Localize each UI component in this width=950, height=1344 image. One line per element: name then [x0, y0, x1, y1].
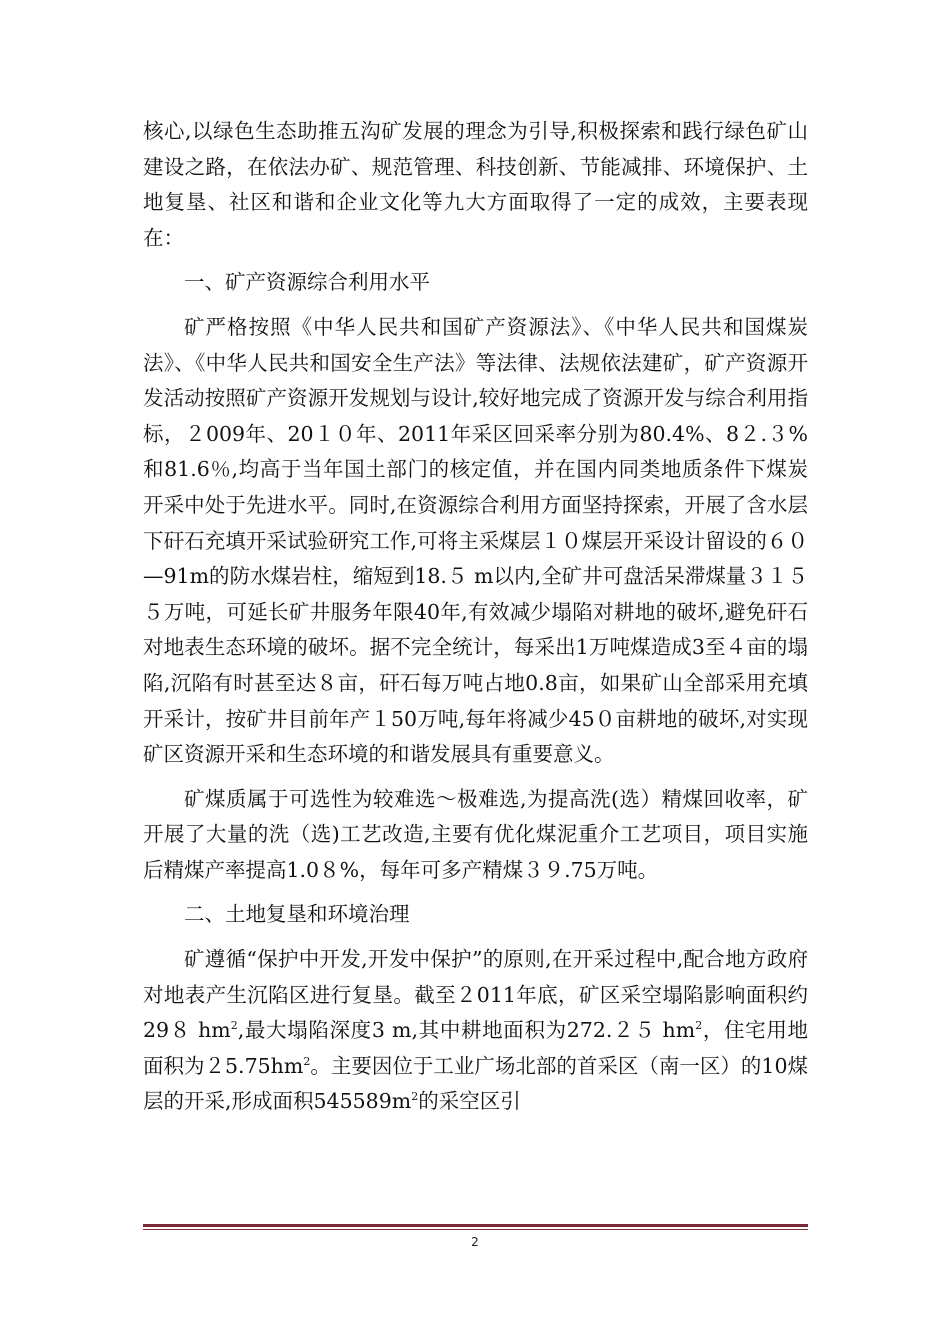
footer-rule [143, 1224, 808, 1227]
superscript: 2 [303, 1054, 311, 1068]
superscript: 2 [695, 1019, 703, 1033]
section-heading-1: 一、矿产资源综合利用水平 [184, 270, 430, 295]
section-heading-2: 二、土地复垦和环境治理 [184, 902, 410, 927]
footer-rule-thin [143, 1229, 808, 1230]
superscript: 2 [411, 1090, 419, 1104]
text-segment: 。主要因位于工业广场北部的首采区（南一区）的10煤层的开采,形成面积545589m [143, 1053, 808, 1114]
superscript: 2 [230, 1019, 238, 1033]
text-segment: ,最大塌陷深度3 m,其中耕地面积为272.２５ hm [237, 1018, 696, 1043]
paragraph-coal-washing: 矿煤质属于可选性为较难选～极难选,为提高洗(选）精煤回收率，矿开展了大量的洗（选)工艺改造,主要有优化煤泥重介工艺项目，项目实施后精煤产率提高1.0８%，每年可多产精煤３９.75万吨。 [143, 786, 808, 882]
text-segment: 矿遵循“保护中开发,开发中保护”的原则,在开采过程中,配合地方政府对地表产生沉陷区进行复垦。截至２011年底，矿区采空塌陷影响面积约29８ hm [143, 947, 808, 1043]
paragraph-continuation: 核心,以绿色生态助推五沟矿发展的理念为引导,积极探索和践行绿色矿山建设之路，在依法办矿、规范管理、科技创新、节能减排、环境保护、土地复垦、社区和谐和企业文化等九大方面取得了一定的成效，主要表现在： [143, 119, 808, 250]
paragraph-resource-utilization: 矿严格按照《中华人民共和国矿产资源法》、《中华人民共和国煤炭法》、《中华人民共和国安全生产法》等法律、法规依法建矿，矿产资源开发活动按照矿产资源开发规划与设计,较好地完成了资源开发与综合利用指标，２009年、20１０年、2011年采区回采率分别为80.4%、8２.３%和81.6％,均高于当年国土部门的核定值，并在国内同类地质条件下煤炭开采中处于先进水平。同时,在资源综合利用方面坚持探索，开展了含水层下矸石充填开采试验研究工作,可将主采煤层１０煤层开采设计留设的６０—91m的防水煤岩柱，缩短到18.５ m以内,全矿井可盘活呆滞煤量３１５５万吨，可延长矿井服务年限40年,有效减少塌陷对耕地的破坏,避免矸石对地表生态环境的破坏。据不完全统计，每采出1万吨煤造成3至４亩的塌陷,沉陷有时甚至达８亩，矸石每万吨占地0.8亩，如果矿山全部采用充填开采计，按矿井目前年产１50万吨,每年将减少45０亩耕地的破坏,对实现矿区资源开采和生态环境的和谐发展具有重要意义。 [143, 314, 808, 767]
paragraph-land-reclamation [143, 942, 808, 1120]
document-body [143, 114, 808, 1120]
text-segment: ，住宅用地面积为２5.75hm [143, 1018, 808, 1078]
text-segment: 的采空区引 [418, 1089, 521, 1114]
page-number: 2 [471, 1235, 479, 1249]
